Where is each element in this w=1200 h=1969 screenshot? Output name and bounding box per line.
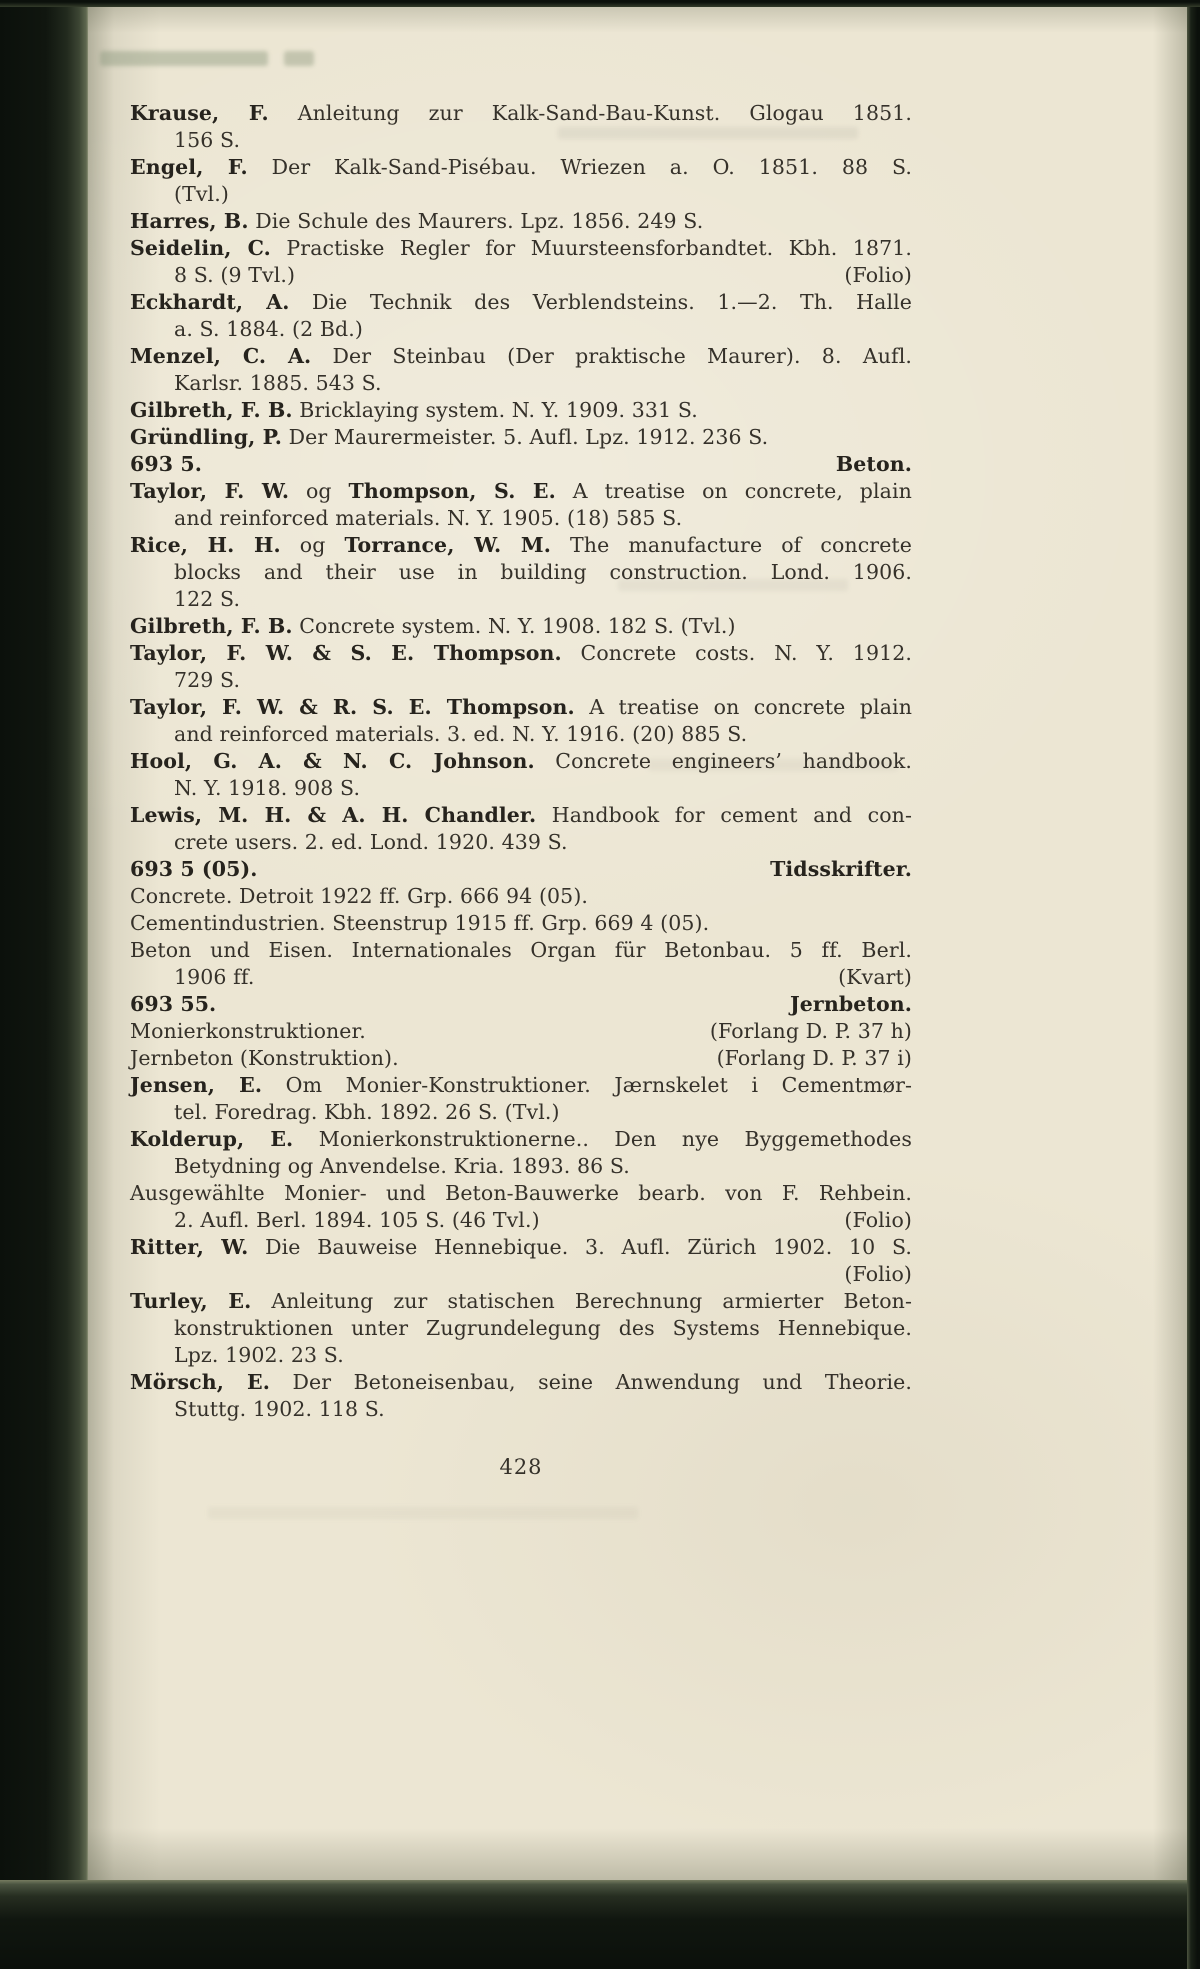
entry-line (130, 505, 912, 532)
entry-line (130, 1207, 912, 1234)
entry-line (130, 910, 912, 937)
entry-line (130, 1288, 912, 1315)
entry-text: Gründling, P. Der Maurermeister. 5. Aufl. Lpz. 1912. 236 S. (130, 425, 769, 449)
entry-line (130, 478, 912, 505)
entry-text: 729 S. (174, 668, 241, 692)
entry-text: 122 S. (174, 587, 241, 611)
entry-line (130, 235, 912, 262)
author-name: 693 55. (130, 992, 217, 1016)
entry-text: Karlsr. 1885. 543 S. (174, 371, 382, 395)
entry-line (130, 1342, 912, 1369)
entry-text: and reinforced materials. N. Y. 1905. (18) 585 S. (174, 506, 683, 530)
entry-text: Ritter, W. Die Bauweise Hennebique. 3. Aufl. Zürich 1902. 10 S. (130, 1235, 912, 1259)
entry-text: Taylor, F. W. og Thompson, S. E. A treatise on concrete, plain (130, 479, 912, 503)
entry-text: N. Y. 1918. 908 S. (174, 776, 361, 800)
entry-text: 2. Aufl. Berl. 1894. 105 S. (46 Tvl.) (174, 1208, 540, 1232)
author-name: Jensen, E. (130, 1073, 263, 1097)
bleed-through-smudge (100, 51, 268, 66)
author-name: Rice, H. H. (130, 533, 281, 557)
entry-text: blocks and their use in building construction. Lond. 1906. (174, 560, 912, 584)
entry-line (130, 667, 912, 694)
entry-text: Mörsch, E. Der Betoneisenbau, seine Anwendung und Theorie. (130, 1370, 912, 1394)
entry-line (130, 937, 912, 964)
entry-line (130, 1180, 912, 1207)
entry-text: Gilbreth, F. B. Concrete system. N. Y. 1908. 182 S. (Tvl.) (130, 614, 736, 638)
entry-line (130, 721, 912, 748)
author-name: 693 5. (130, 452, 202, 476)
entry-line (130, 1396, 912, 1423)
author-name: 693 5 (05). (130, 857, 258, 881)
scan-edge-left (0, 0, 88, 1969)
entry-line (130, 640, 912, 667)
entry-line (130, 1153, 912, 1180)
entry-line (130, 802, 912, 829)
entry-text: Kolderup, E. Monierkonstruktionerne.. Den nye Byggemethodes (130, 1127, 913, 1151)
author-name: Eckhardt, A. (130, 290, 290, 314)
entry-text: Harres, B. Die Schule des Maurers. Lpz. 1856. 249 S. (130, 209, 704, 233)
entry-text: 1906 ff. (174, 965, 255, 989)
entry-line (130, 1234, 912, 1261)
entry-line (130, 100, 912, 127)
entry-text: Cementindustrien. Steenstrup 1915 ff. Grp. 669 4 (05). (130, 911, 710, 935)
entry-text: Taylor, F. W. & S. E. Thompson. Concrete costs. N. Y. 1912. (130, 641, 912, 665)
entry-line (130, 559, 912, 586)
entry-text: a. S. 1884. (2 Bd.) (174, 317, 363, 341)
entry-line (130, 1126, 912, 1153)
section-header-line (130, 451, 912, 478)
bleed-through-smudge (284, 51, 314, 66)
entry-text: Engel, F. Der Kalk-Sand-Pisébau. Wriezen a. O. 1851. 88 S. (130, 155, 912, 179)
author-name: Kolderup, E. (130, 1127, 294, 1151)
entry-line (130, 262, 912, 289)
entry-line (130, 532, 912, 559)
entry-line (130, 1045, 912, 1072)
section-header-line (130, 991, 912, 1018)
entry-text: Monierkonstruktioner. (130, 1019, 366, 1043)
author-name: Turley, E. (130, 1289, 252, 1313)
entry-text: and reinforced materials. 3. ed. N. Y. 1916. (20) 885 S. (174, 722, 748, 746)
entry-text: Stuttg. 1902. 118 S. (174, 1397, 385, 1421)
author-name: Mörsch, E. (130, 1370, 270, 1394)
author-name: Seidelin, C. (130, 236, 271, 260)
entry-line (130, 775, 912, 802)
entry-line (130, 181, 912, 208)
right-note: Tidsskrifter. (770, 857, 912, 881)
entry-text (130, 856, 258, 883)
entry-line (130, 964, 912, 991)
entry-text: Eckhardt, A. Die Technik des Verblendsteins. 1.—2. Th. Halle (130, 290, 912, 314)
right-note: (Folio) (844, 263, 912, 287)
entry-line (130, 1018, 912, 1045)
author-name: Hool, G. A. & N. C. Johnson. (130, 749, 535, 773)
entry-text: 8 S. (9 Tvl.) (174, 263, 296, 287)
author-name: Taylor, F. W. & S. E. Thompson. (130, 641, 562, 665)
author-name: Menzel, C. A. (130, 344, 312, 368)
entry-text: Jernbeton (Konstruktion). (130, 1046, 399, 1070)
entry-line (130, 748, 912, 775)
entry-text: Krause, F. Anleitung zur Kalk-Sand-Bau-Kunst. Glogau 1851. (130, 101, 912, 125)
right-note: Jernbeton. (789, 992, 912, 1016)
entry-line (130, 829, 912, 856)
entry-line (130, 613, 912, 640)
right-note: (Folio) (844, 1262, 912, 1286)
entry-line (130, 127, 912, 154)
right-note: (Folio) (844, 1208, 912, 1232)
entry-text (130, 991, 216, 1018)
entry-text: Ausgewählte Monier- und Beton-Bauwerke bearb. von F. Rehbein. (130, 1181, 912, 1205)
entry-text: Concrete. Detroit 1922 ff. Grp. 666 94 (05). (130, 884, 589, 908)
author-name: Gilbreth, F. B. (130, 398, 293, 422)
page-paper (88, 7, 1187, 1880)
right-note: (Forlang D. P. 37 i) (716, 1046, 912, 1070)
entry-text: Menzel, C. A. Der Steinbau (Der praktische Maurer). 8. Aufl. (130, 344, 912, 368)
entry-text: Seidelin, C. Practiske Regler for Muursteensforbandtet. Kbh. 1871. (130, 236, 912, 260)
author-name: Lewis, M. H. & A. H. Chandler. (130, 803, 537, 827)
entry-line (130, 370, 912, 397)
entry-line (130, 883, 912, 910)
bibliography-text (130, 100, 912, 1481)
author-name: Krause, F. (130, 101, 269, 125)
scan-edge-bottom (0, 1880, 1200, 1969)
entry-text: tel. Foredrag. Kbh. 1892. 26 S. (Tvl.) (174, 1100, 560, 1124)
entry-text: Taylor, F. W. & R. S. E. Thompson. A treatise on concrete plain (130, 695, 912, 719)
entry-text: Gilbreth, F. B. Bricklaying system. N. Y. 1909. 331 S. (130, 398, 698, 422)
entry-text: Betydning og Anvendelse. Kria. 1893. 86 S. (174, 1154, 630, 1178)
entry-line (130, 343, 912, 370)
entry-text: Hool, G. A. & N. C. Johnson. Concrete engineers’ handbook. (130, 749, 912, 773)
entry-text: crete users. 2. ed. Lond. 1920. 439 S. (174, 830, 568, 854)
author-name: Torrance, W. M. (344, 533, 551, 557)
author-name: Gründling, P. (130, 425, 282, 449)
entry-text: 156 S. (174, 128, 241, 152)
bleed-through-smudge (208, 1507, 638, 1519)
author-name: Ritter, W. (130, 1235, 249, 1259)
entry-line (130, 424, 912, 451)
entry-line (130, 1099, 912, 1126)
page-number: 428 (499, 1455, 543, 1479)
entry-text: Turley, E. Anleitung zur statischen Berechnung armierter Beton- (130, 1289, 912, 1313)
bibliography-list (130, 100, 912, 1423)
section-header-line (130, 856, 912, 883)
entry-line (130, 1261, 912, 1288)
right-note: (Kvart) (838, 965, 912, 989)
author-name: Engel, F. (130, 155, 248, 179)
entry-line (130, 397, 912, 424)
entry-line (130, 316, 912, 343)
entry-text: Lpz. 1902. 23 S. (174, 1343, 344, 1367)
entry-line (130, 694, 912, 721)
entry-text: Lewis, M. H. & A. H. Chandler. Handbook for cement and con- (130, 803, 912, 827)
entry-text: Rice, H. H. og Torrance, W. M. The manufacture of concrete (130, 533, 913, 557)
entry-text: Beton und Eisen. Internationales Organ für Betonbau. 5 ff. Berl. (130, 938, 912, 962)
author-name: Gilbreth, F. B. (130, 614, 293, 638)
author-name: Taylor, F. W. & R. S. E. Thompson. (130, 695, 575, 719)
entry-line (130, 208, 912, 235)
entry-line (130, 586, 912, 613)
author-name: Thompson, S. E. (348, 479, 556, 503)
entry-text (130, 451, 202, 478)
author-name: Taylor, F. W. (130, 479, 290, 503)
entry-line (130, 289, 912, 316)
entry-text: Jensen, E. Om Monier-Konstruktioner. Jærnskelet i Cementmør- (130, 1073, 913, 1097)
entry-line (130, 1072, 912, 1099)
scan-edge-top (0, 0, 1200, 7)
entry-text: (Tvl.) (174, 182, 229, 206)
entry-line (130, 154, 912, 181)
scan-edge-right (1187, 0, 1200, 1969)
author-name: Harres, B. (130, 209, 249, 233)
entry-line (130, 1315, 912, 1342)
entry-text: konstruktionen unter Zugrundelegung des Systems Hennebique. (174, 1316, 912, 1340)
right-note: Beton. (835, 452, 912, 476)
entry-line (130, 1369, 912, 1396)
right-note: (Forlang D. P. 37 h) (709, 1019, 912, 1043)
